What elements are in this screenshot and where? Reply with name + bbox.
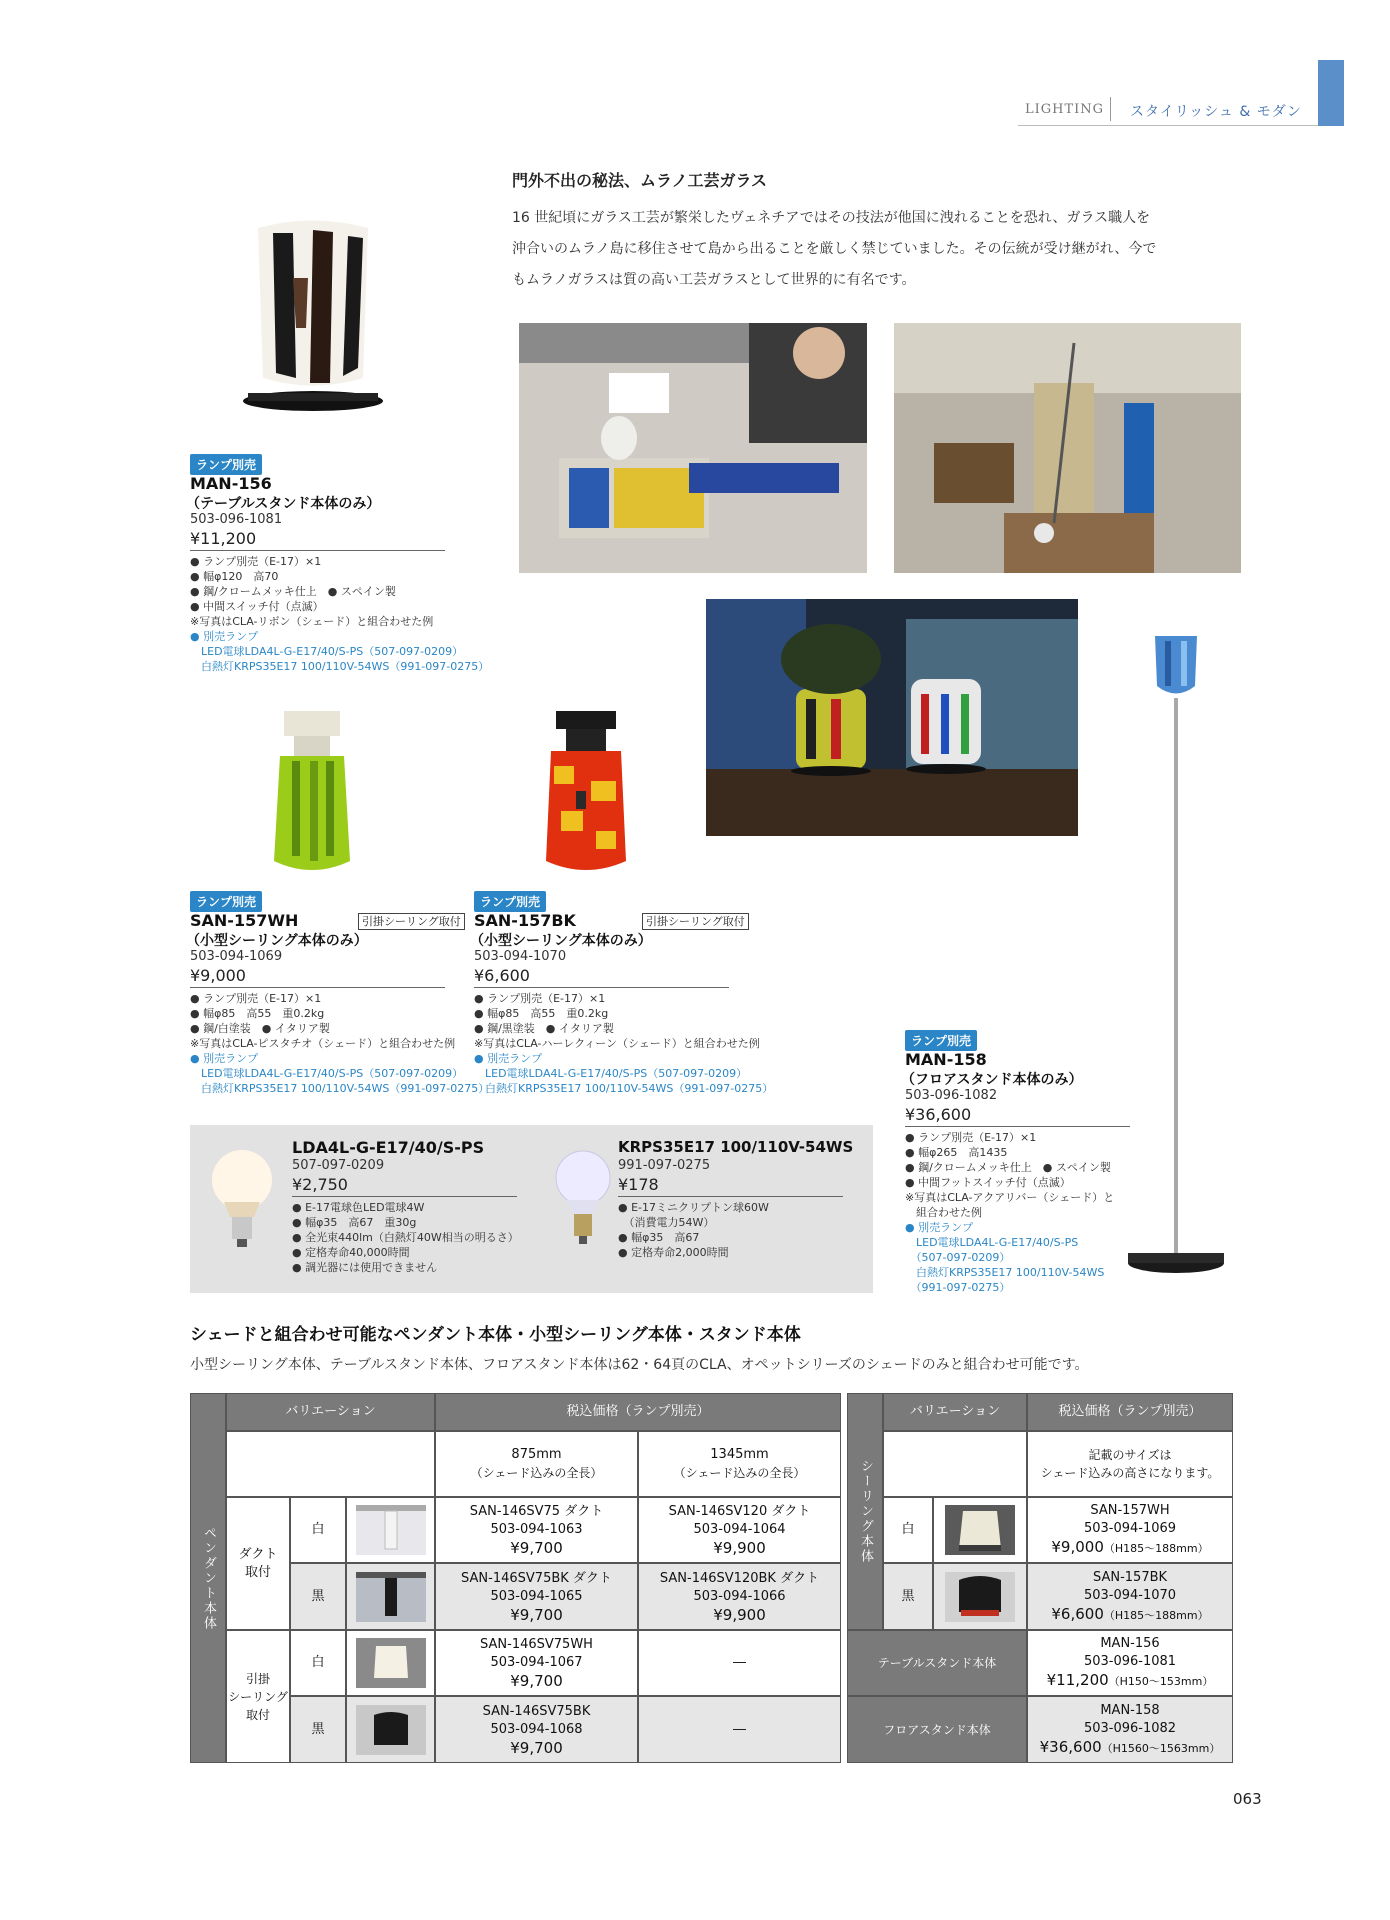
man156-badge: ランプ別売 <box>190 454 262 475</box>
header-series: スタイリッシュ & モダン <box>1130 104 1302 120</box>
price-cell: MAN-158 503-096-1082 ¥36,600（H1560～1563mm） <box>1027 1696 1233 1763</box>
san157bk-subtitle: （小型シーリング本体のみ） <box>470 933 652 949</box>
price-cell: SAN-146SV120BK ダクト 503-094-1066 ¥9,900 <box>638 1563 841 1630</box>
led-bulb-price: ¥2,750 <box>292 1175 348 1194</box>
krypton-bulb-image <box>553 1142 613 1252</box>
section-subtitle: 小型シーリング本体、テーブルスタンド本体、フロアスタンド本体は62・64頁のCLA、オペットシリーズのシェードのみと組合わせ可能です。 <box>190 1357 1089 1373</box>
compatibility-table <box>190 1393 1233 1763</box>
header-separator <box>1110 97 1111 121</box>
man156-price: ¥11,200 <box>190 529 257 548</box>
man158-code: 503-096-1082 <box>905 1088 998 1103</box>
thumb-ceiling-black <box>933 1563 1027 1630</box>
lamp-line: ● 別売ランプ <box>190 1052 259 1065</box>
intro-line: 16 世紀頃にガラス工芸が繁栄したヴェネチアではその技法が他国に洩れることを恐れ、ガラス職人を <box>512 210 1151 226</box>
lamps-display-photo <box>706 599 1078 836</box>
san157wh-code: 503-094-1069 <box>190 949 283 964</box>
spec-line: ● ランプ別売（E-17）×1 <box>474 992 606 1005</box>
spec-line: ● E-17電球色LED電球4W <box>292 1201 425 1214</box>
krypton-bulb-rule <box>618 1196 843 1197</box>
man156-specs <box>190 554 489 674</box>
spec-line: ● 中間フットスイッチ付（点滅） <box>905 1176 1071 1189</box>
intro-title: 門外不出の秘法、ムラノ工芸ガラス <box>512 171 768 190</box>
spec-line: ● 幅φ120 高70 <box>190 570 279 583</box>
spec-line: ※写真はCLA-リボン（シェード）と組合わせた例 <box>190 615 434 628</box>
spec-line: ● 鋼/白塗装 ● イタリア製 <box>190 1022 330 1035</box>
man158-subtitle: （フロアスタンド本体のみ） <box>901 1072 1083 1088</box>
color-white: 白 <box>290 1497 346 1563</box>
lamp-line: 白熱灯KRPS35E17 100/110V-54WS <box>905 1266 1105 1279</box>
san157bk-specs <box>474 991 773 1096</box>
spec-line: ● 幅φ35 高67 <box>618 1231 700 1244</box>
header-accent-bar <box>1318 60 1344 126</box>
man158-name: MAN-158 <box>905 1050 987 1069</box>
spec-line: ※写真はCLA-ハーレクィーン（シェード）と組合わせた例 <box>474 1037 760 1050</box>
intro-line: もムラノガラスは質の高い工芸ガラスとして世界的に有名です。 <box>512 272 916 288</box>
man158-image <box>1125 636 1230 1281</box>
man156-image <box>238 218 388 423</box>
mount-hook-label: 引掛 シーリング 取付 <box>226 1630 290 1763</box>
man158-rule <box>905 1126 1130 1127</box>
workshop-photo-1 <box>519 323 867 573</box>
price-cell: SAN-146SV75WH 503-094-1067 ¥9,700 <box>435 1630 638 1696</box>
left-blank-cell <box>226 1431 435 1497</box>
lamp-line: LED電球LDA4L-G-E17/40/S-PS <box>905 1236 1079 1249</box>
intro-body <box>512 203 1242 296</box>
left-group-label: ペンダント本体 <box>190 1393 226 1763</box>
man156-name: MAN-156 <box>190 474 272 493</box>
san157wh-badge: ランプ別売 <box>190 891 262 912</box>
spec-line: 組合わせた例 <box>905 1206 982 1219</box>
krypton-bulb-code: 991-097-0275 <box>618 1158 711 1173</box>
spec-line: ● 中間スイッチ付（点滅） <box>190 600 324 613</box>
lamp-line: 白熱灯KRPS35E17 100/110V-54WS（991-097-0275） <box>190 1082 490 1095</box>
price-cell-empty: ― <box>638 1696 841 1763</box>
lamp-line: （991-097-0275） <box>905 1281 1011 1294</box>
price-cell: SAN-146SV75BK 503-094-1068 ¥9,700 <box>435 1696 638 1763</box>
man156-rule <box>190 550 445 551</box>
san157bk-price: ¥6,600 <box>474 966 530 985</box>
thumb-duct-black <box>346 1563 435 1630</box>
intro-line: 沖合いのムラノ島に移住させて島から出ることを厳しく禁じていました。その伝統が受け継がれ、今で <box>512 241 1157 257</box>
man158-price: ¥36,600 <box>905 1105 972 1124</box>
krypton-bulb-specs <box>618 1200 769 1260</box>
left-variation-header: バリエーション <box>226 1393 435 1431</box>
san157wh-rule <box>190 987 445 988</box>
led-bulb-name: LDA4L-G-E17/40/S-PS <box>292 1138 485 1157</box>
spec-line: ※写真はCLA-ピスタチオ（シェード）と組合わせた例 <box>190 1037 456 1050</box>
led-bulb-code: 507-097-0209 <box>292 1158 385 1173</box>
price-cell: SAN-157WH 503-094-1069 ¥9,000（H185～188mm） <box>1027 1497 1233 1563</box>
spec-line: ● 鋼/クロームメッキ仕上 ● スペイン製 <box>905 1161 1111 1174</box>
left-price-header: 税込価格（ランプ別売） <box>435 1393 841 1431</box>
led-bulb-specs <box>292 1200 519 1275</box>
san157wh-name: SAN-157WH <box>190 911 299 930</box>
san157bk-image <box>536 711 636 876</box>
right-price-header: 税込価格（ランプ別売） <box>1027 1393 1233 1431</box>
lamp-line: 白熱灯KRPS35E17 100/110V-54WS（991-097-0275） <box>190 660 490 673</box>
thumb-hook-black <box>346 1696 435 1763</box>
thumb-ceiling-white <box>933 1497 1027 1563</box>
san157wh-subtitle: （小型シーリング本体のみ） <box>186 933 368 949</box>
krypton-bulb-name: KRPS35E17 100/110V-54WS <box>618 1138 854 1156</box>
spec-line: ● 鋼/クロームメッキ仕上 ● スペイン製 <box>190 585 396 598</box>
san157bk-code: 503-094-1070 <box>474 949 567 964</box>
spec-line: ● 幅φ35 高67 重30g <box>292 1216 417 1229</box>
man156-subtitle: （テーブルスタンド本体のみ） <box>186 496 381 512</box>
workshop-photo-2 <box>894 323 1241 573</box>
lamp-line: ● 別売ランプ <box>905 1221 974 1234</box>
color-white: 白 <box>290 1630 346 1696</box>
spec-line: ● ランプ別売（E-17）×1 <box>190 992 322 1005</box>
spec-line: ※写真はCLA-アクアリバー（シェード）と <box>905 1191 1115 1204</box>
lamp-line: LED電球LDA4L-G-E17/40/S-PS（507-097-0209） <box>190 1067 464 1080</box>
thumb-duct-white <box>346 1497 435 1563</box>
lamp-line: ● 別売ランプ <box>474 1052 543 1065</box>
san157wh-price: ¥9,000 <box>190 966 246 985</box>
man158-specs <box>905 1130 1114 1295</box>
price-cell: SAN-146SV75BK ダクト 503-094-1065 ¥9,700 <box>435 1563 638 1630</box>
right-group-label: シーリング本体 <box>847 1393 883 1630</box>
spec-line: ● 幅φ85 高55 重0.2kg <box>190 1007 325 1020</box>
led-bulb-image <box>210 1142 275 1252</box>
lamp-line: ● 別売ランプ <box>190 630 259 643</box>
lamp-line: LED電球LDA4L-G-E17/40/S-PS（507-097-0209） <box>190 645 464 658</box>
price-cell: MAN-156 503-096-1081 ¥11,200（H150～153mm） <box>1027 1630 1233 1696</box>
thumb-hook-white <box>346 1630 435 1696</box>
spec-line: （消費電力54W） <box>618 1216 715 1229</box>
lamp-line: LED電球LDA4L-G-E17/40/S-PS（507-097-0209） <box>474 1067 748 1080</box>
spec-line: ● 幅φ265 高1435 <box>905 1146 1008 1159</box>
floor-stand-label: フロアスタンド本体 <box>847 1696 1027 1763</box>
header-category: LIGHTING <box>1025 102 1105 117</box>
mount-duct-label: ダクト 取付 <box>226 1497 290 1630</box>
spec-line: ● 全光束440lm（白熱灯40W相当の明るさ） <box>292 1231 519 1244</box>
man156-code: 503-096-1081 <box>190 512 283 527</box>
page-number: 063 <box>1233 1790 1262 1808</box>
section-title: シェードと組合わせ可能なペンダント本体・小型シーリング本体・スタンド本体 <box>190 1325 801 1345</box>
man158-badge: ランプ別売 <box>905 1030 977 1051</box>
san157bk-tag: 引掛シーリング取付 <box>642 913 749 930</box>
san157wh-image <box>262 711 362 876</box>
len-1345-header: 1345mm （シェード込みの全長） <box>638 1431 841 1497</box>
san157bk-badge: ランプ別売 <box>474 891 546 912</box>
san157wh-specs <box>190 991 489 1096</box>
color-black: 黒 <box>883 1563 933 1630</box>
spec-line: ● ランプ別売（E-17）×1 <box>190 555 322 568</box>
lamp-line: （507-097-0209） <box>905 1251 1011 1264</box>
san157bk-name: SAN-157BK <box>474 911 576 930</box>
san157wh-tag: 引掛シーリング取付 <box>358 913 465 930</box>
right-variation-header: バリエーション <box>883 1393 1027 1431</box>
right-blank-cell <box>883 1431 1027 1497</box>
san157bk-rule <box>474 987 729 988</box>
spec-line: ● 幅φ85 高55 重0.2kg <box>474 1007 609 1020</box>
spec-line: ● 調光器には使用できません <box>292 1261 438 1274</box>
color-black: 黒 <box>290 1696 346 1763</box>
krypton-bulb-price: ¥178 <box>618 1175 659 1194</box>
table-stand-label: テーブルスタンド本体 <box>847 1630 1027 1696</box>
len-875-header: 875mm （シェード込みの全長） <box>435 1431 638 1497</box>
price-cell-empty: ― <box>638 1630 841 1696</box>
lamp-line: 白熱灯KRPS35E17 100/110V-54WS（991-097-0275） <box>474 1082 774 1095</box>
price-cell: SAN-157BK 503-094-1070 ¥6,600（H185～188mm） <box>1027 1563 1233 1630</box>
spec-line: ● 定格寿命2,000時間 <box>618 1246 729 1259</box>
color-white: 白 <box>883 1497 933 1563</box>
spec-line: ● ランプ別売（E-17）×1 <box>905 1131 1037 1144</box>
price-cell: SAN-146SV120 ダクト 503-094-1064 ¥9,900 <box>638 1497 841 1563</box>
spec-line: ● 鋼/黒塗装 ● イタリア製 <box>474 1022 614 1035</box>
price-cell: SAN-146SV75 ダクト 503-094-1063 ¥9,700 <box>435 1497 638 1563</box>
spec-line: ● 定格寿命40,000時間 <box>292 1246 410 1259</box>
header-rule <box>1018 125 1318 126</box>
color-black: 黒 <box>290 1563 346 1630</box>
right-size-note: 記載のサイズは シェード込みの高さになります。 <box>1027 1431 1233 1497</box>
led-bulb-rule <box>292 1196 517 1197</box>
spec-line: ● E-17ミニクリプトン球60W <box>618 1201 769 1214</box>
